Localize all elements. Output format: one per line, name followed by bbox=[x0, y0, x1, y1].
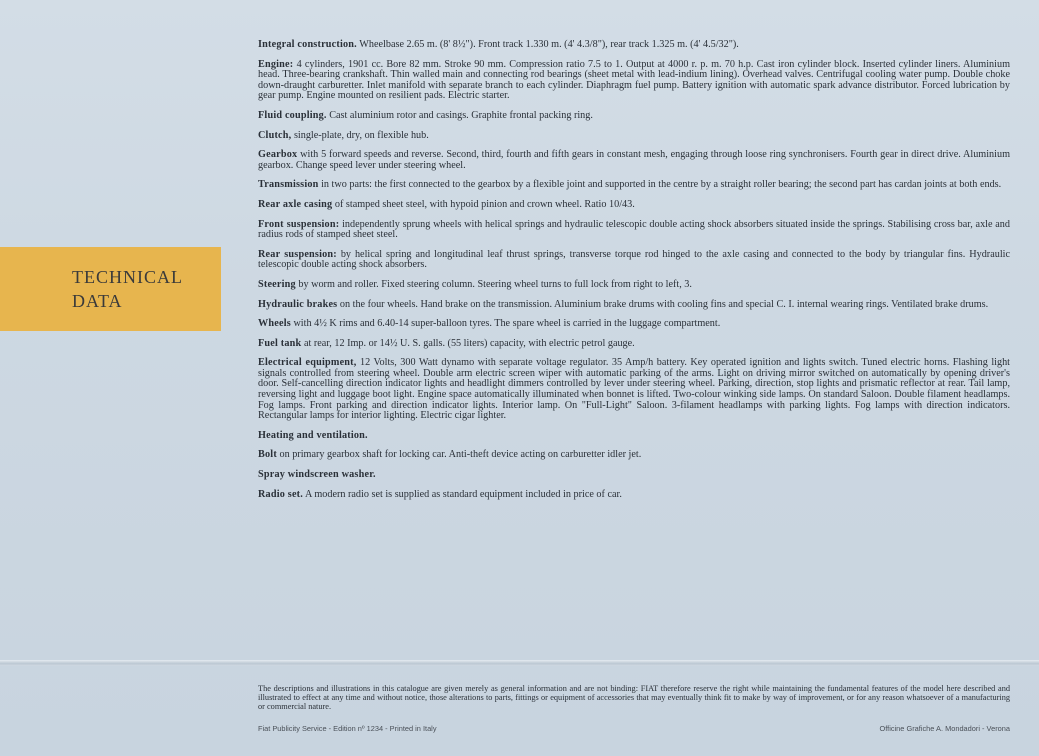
spec-heading: Front suspension: bbox=[258, 218, 340, 230]
spec-text: on primary gearbox shaft for locking car. Anti-theft device acting on carburetter idler jet. bbox=[276, 449, 642, 461]
spec-paragraph bbox=[258, 490, 1010, 501]
section-label: TECHNICAL DATA bbox=[72, 267, 183, 311]
spec-paragraph bbox=[258, 220, 1010, 241]
spec-text: on the four wheels. Hand brake on the transmission. Aluminium brake drums with cooling fins and special C. I. internal wearing rings. Ventilated brake drums. bbox=[337, 298, 989, 310]
spec-paragraph bbox=[258, 250, 1010, 271]
spec-paragraph bbox=[258, 358, 1010, 422]
spec-heading: Bolt bbox=[258, 449, 277, 461]
spec-paragraph bbox=[258, 319, 1010, 330]
spec-paragraph bbox=[258, 431, 1010, 442]
spec-heading: Electrical equipment, bbox=[258, 357, 357, 369]
technical-data-content bbox=[258, 40, 1010, 509]
spec-text: with 4½ K rims and 6.40-14 super-balloon tyres. The spare wheel is carried in the luggage compartment. bbox=[290, 318, 721, 330]
spec-paragraph bbox=[258, 280, 1010, 291]
spec-heading: Fuel tank bbox=[258, 337, 302, 349]
spec-heading: Gearbox bbox=[258, 149, 298, 161]
spec-paragraph bbox=[258, 300, 1010, 311]
spec-heading: Integral construction. bbox=[258, 39, 357, 50]
spec-paragraph bbox=[258, 180, 1010, 191]
spec-heading: Radio set. bbox=[258, 488, 304, 500]
spec-text: by worm and roller. Fixed steering column. Steering wheel turns to full lock from right to left, 3. bbox=[295, 278, 692, 290]
spec-paragraph bbox=[258, 450, 1010, 461]
spec-text: independently sprung wheels with helical springs and hydraulic telescopic double acting shock absorbers situated inside the springs. Stabilising cross bar, axle and radius rods of stamped sheet steel. bbox=[258, 218, 1010, 241]
disclaimer-text: The descriptions and illustrations in this catalogue are given merely as general information and are not binding: FIAT therefore reserve the right while maintaining the fundamental features of the model here described and illustrated to effect at any time and without notice, those alterations to parts, fittings or equipment of accessories that may eventually think fit to make by way of improvement, or for any reason whatsoever of a manufacturing or commercial nature. bbox=[258, 684, 1010, 711]
spec-heading: Steering bbox=[258, 278, 296, 290]
spec-paragraph bbox=[258, 470, 1010, 481]
spec-paragraph bbox=[258, 150, 1010, 171]
spec-heading: Rear axle casing bbox=[258, 198, 333, 210]
spec-text: 12 Volts, 300 Watt dynamo with separate voltage regulator. 35 Amp/h battery. Key operated ignition and lights switch. Tuned electric horns. Flashing light signals controlled from steering wheel. Double arm electric screen wiper with automatic parking of the arms. Light on driving mirror switched on automatically by opening driver's door. Self-cancelling direction indicator lights and headlight dimmers controlled by lever under steering wheel. Parking, direction, stop lights and prismatic reflector at rear. Tail lamp, reversing light and luggage boot light. Engine space automatically illuminated when bonnet is lifted. Two-colour winking side lamps. On standard Saloon. Double filament headlamps. Fog lamps. Front parking and direction indicator lights. Interior lamp. On "Full-Light" Saloon. 3-filament headlamps with parking lights. Fog lamps with direction indicators. Rectangular lamps for interior lighting. Electric cigar lighter. bbox=[258, 357, 1010, 422]
spec-text: with 5 forward speeds and reverse. Second, third, fourth and fifth gears in constant mesh, engaging through loose ring synchronisers. Fourth gear in direct drive. Aluminium gearbox. Change speed lever under steering wheel. bbox=[258, 149, 1010, 171]
spec-text: A modern radio set is supplied as standard equipment included in price of car. bbox=[303, 488, 622, 500]
spec-heading: Hydraulic brakes bbox=[258, 298, 338, 310]
spec-heading: Clutch, bbox=[258, 129, 292, 141]
spec-text: in two parts: the first connected to the gearbox by a flexible joint and supported in the centre by a straight roller bearing; the second part has cardan joints at both ends. bbox=[318, 179, 1002, 191]
spec-heading: Wheels bbox=[258, 318, 291, 330]
spec-text: 4 cylinders, 1901 cc. Bore 82 mm. Stroke 90 mm. Compression ratio 7.5 to 1. Output at 4000 r. p. m. 70 h.p. Cast iron cylinder block. Inserted cylinder liners. Aluminium head. Three-bearing crankshaft. Thin walled main and connecting rod bearings (sheet metal with lead-indium lining). Overhead valves. Centrifugal cooling water pump. Double choke down-draught carburetter. Inlet manifold with separate branch to each cylinder. Diaphragm fuel pump. Battery ignition with automatic spark advance distributor. Forced lubrication by gear pump. Engine mounted on resilient pads. Electric starter. bbox=[258, 58, 1010, 102]
spec-paragraph bbox=[258, 60, 1010, 102]
spec-paragraph bbox=[258, 111, 1010, 122]
spec-text: of stamped sheet steel, with hypoid pinion and crown wheel. Ratio 10/43. bbox=[332, 198, 635, 210]
spec-paragraph bbox=[258, 131, 1010, 142]
section-label-block bbox=[0, 247, 221, 331]
spec-text: single-plate, dry, on flexible hub. bbox=[291, 129, 429, 141]
spec-heading: Fluid coupling. bbox=[258, 109, 327, 121]
spec-paragraph bbox=[258, 339, 1010, 350]
spec-heading: Spray windscreen washer. bbox=[258, 469, 376, 481]
page-fold bbox=[0, 660, 1039, 666]
spec-text: by helical spring and longitudinal leaf thrust springs, transverse torque rod hinged to the axle casing and connected to the body by triangular fins. Hydraulic telescopic double acting shock absorbers. bbox=[258, 248, 1010, 271]
spec-paragraph bbox=[258, 200, 1010, 211]
spec-text: at rear, 12 Imp. or 14½ U. S. galls. (55 liters) capacity, with electric petrol gauge. bbox=[301, 337, 635, 349]
spec-paragraph bbox=[258, 40, 1010, 51]
spec-heading: Engine: bbox=[258, 58, 294, 70]
printer-info: Officine Grafiche A. Mondadori - Verona bbox=[879, 724, 1010, 733]
spec-heading: Heating and ventilation. bbox=[258, 429, 368, 441]
spec-text: Cast aluminium rotor and casings. Graphite frontal packing ring. bbox=[326, 109, 593, 121]
edition-info: Fiat Publicity Service - Edition nº 1234 - Printed in Italy bbox=[258, 724, 437, 733]
spec-heading: Rear suspension: bbox=[258, 248, 337, 260]
spec-heading: Transmission bbox=[258, 179, 319, 191]
spec-text: Wheelbase 2.65 m. (8' 8½"). Front track 1.330 m. (4' 4.3/8"), rear track 1.325 m. (4' 4.5/32"). bbox=[356, 39, 739, 50]
